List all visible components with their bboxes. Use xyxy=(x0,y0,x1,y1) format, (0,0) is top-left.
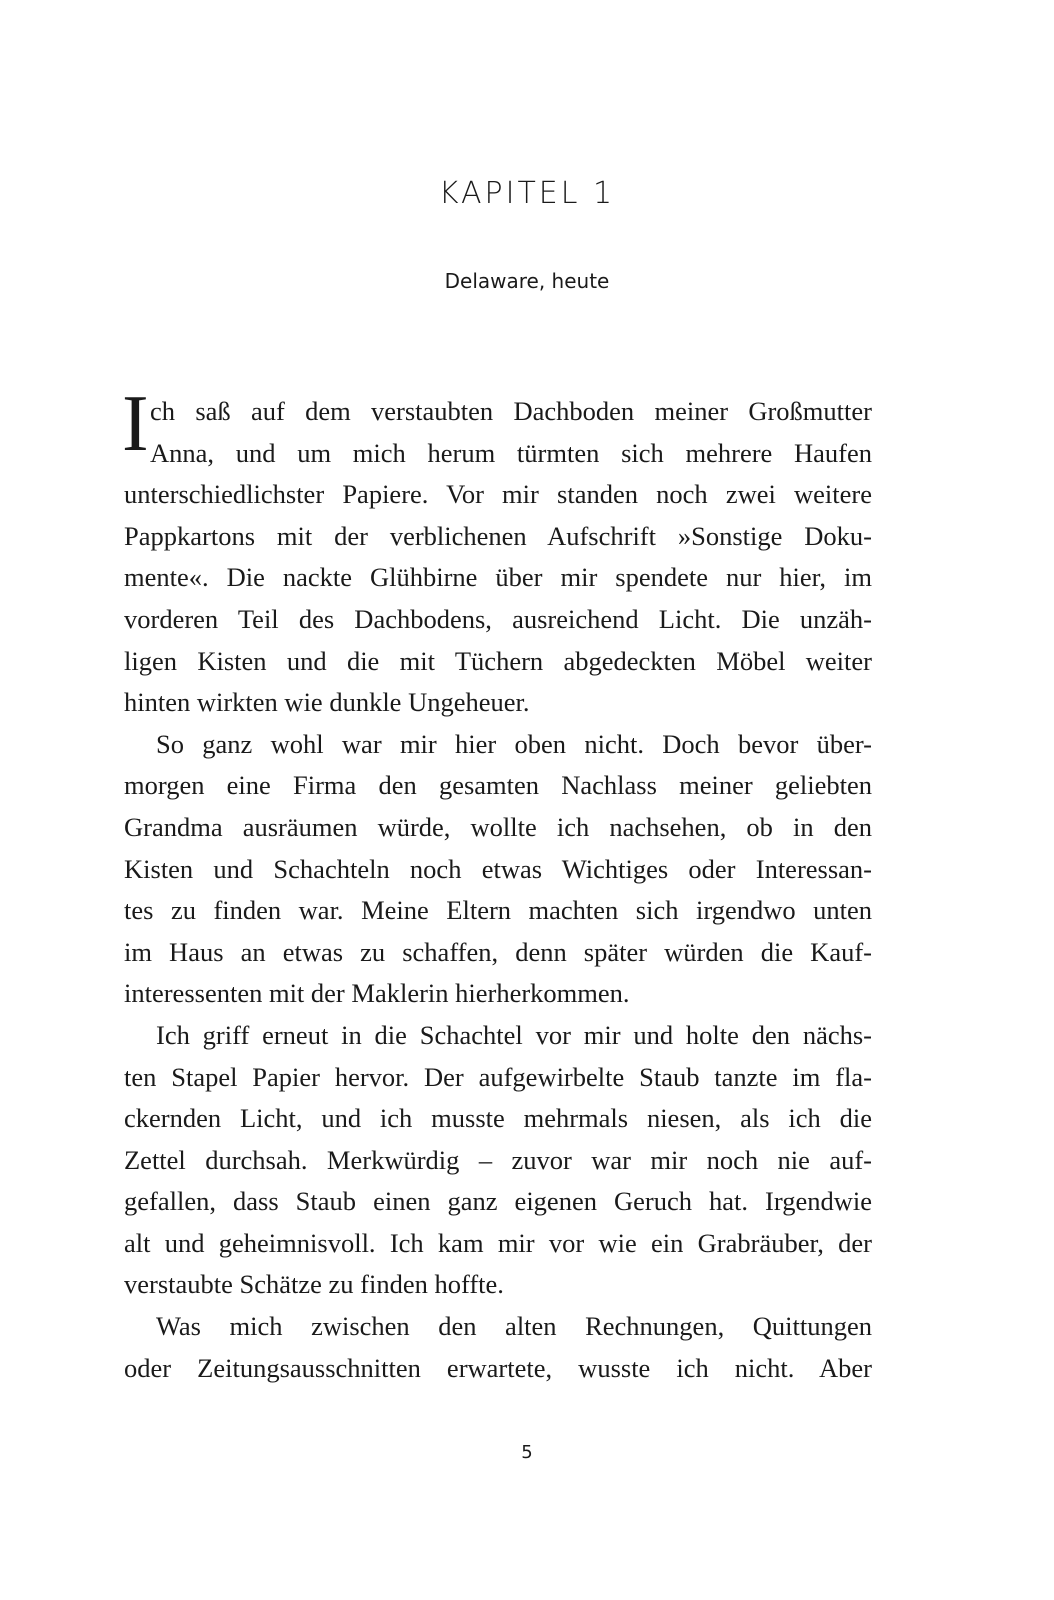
text-line: Pappkartons mit der verblichenen Aufschrift »Sonstige Doku- xyxy=(124,520,872,551)
text-line: ckernden Licht, und ich musste mehrmals niesen, als ich die xyxy=(124,1103,872,1134)
text-line: Ich griff erneut in die Schachtel vor mir und holte den nächs- xyxy=(156,1019,872,1050)
text-line: verstaubte Schätze zu finden hoffte. xyxy=(124,1269,504,1300)
paragraph-4 xyxy=(124,1306,872,1389)
body-text xyxy=(122,380,872,1389)
text-line: hinten wirkten wie dunkle Ungeheuer. xyxy=(124,687,530,718)
text-line: Anna, und um mich herum türmten sich mehrere Haufen xyxy=(150,437,872,468)
text-line: tes zu finden war. Meine Eltern machten sich irgendwo unten xyxy=(124,895,872,926)
text-line: Zettel durchsah. Merkwürdig – zuvor war mir noch nie auf- xyxy=(124,1144,872,1175)
text-line: unterschiedlichster Papiere. Vor mir standen noch zwei weitere xyxy=(124,479,872,510)
text-line: morgen eine Firma den gesamten Nachlass meiner geliebten xyxy=(124,770,872,801)
drop-cap-letter: I xyxy=(122,380,149,468)
drop-cap-block xyxy=(122,380,872,474)
text-line: Grandma ausräumen würde, wollte ich nachsehen, ob in den xyxy=(124,811,872,842)
text-line: alt und geheimnisvoll. Ich kam mir vor wie ein Grabräuber, der xyxy=(124,1227,872,1258)
text-line: So ganz wohl war mir hier oben nicht. Doch bevor über- xyxy=(156,728,872,759)
paragraph-3 xyxy=(124,1015,872,1306)
text-line: ch saß auf dem verstaubten Dachboden meiner Großmutter xyxy=(150,396,872,426)
chapter-heading: KAPITEL 1 xyxy=(438,176,616,211)
text-line: ten Stapel Papier hervor. Der aufgewirbelte Staub tanzte im fla- xyxy=(124,1061,872,1092)
text-line: interessenten mit der Maklerin hierherkommen. xyxy=(124,978,630,1009)
text-line: ligen Kisten und die mit Tüchern abgedeckten Möbel weiter xyxy=(124,645,872,676)
text-line: gefallen, dass Staub einen ganz eigenen Geruch hat. Irgendwie xyxy=(124,1186,872,1217)
text-line: oder Zeitungsausschnitten erwartete, wusste ich nicht. Aber xyxy=(124,1352,872,1383)
text-line: Was mich zwischen den alten Rechnungen, Quittungen xyxy=(156,1311,872,1342)
text-line: vorderen Teil des Dachbodens, ausreichend Licht. Die unzäh- xyxy=(124,603,872,634)
paragraph-2 xyxy=(124,724,872,1015)
text-line: mente«. Die nackte Glühbirne über mir spendete nur hier, im xyxy=(124,562,872,593)
text-line: Kisten und Schachteln noch etwas Wichtiges oder Interessan- xyxy=(124,853,872,884)
text-line: im Haus an etwas zu schaffen, denn später würden die Kauf- xyxy=(124,936,872,967)
page-number: 5 xyxy=(521,1442,533,1463)
chapter-subtitle: Delaware, heute xyxy=(444,269,610,293)
paragraph-1 xyxy=(122,380,872,724)
